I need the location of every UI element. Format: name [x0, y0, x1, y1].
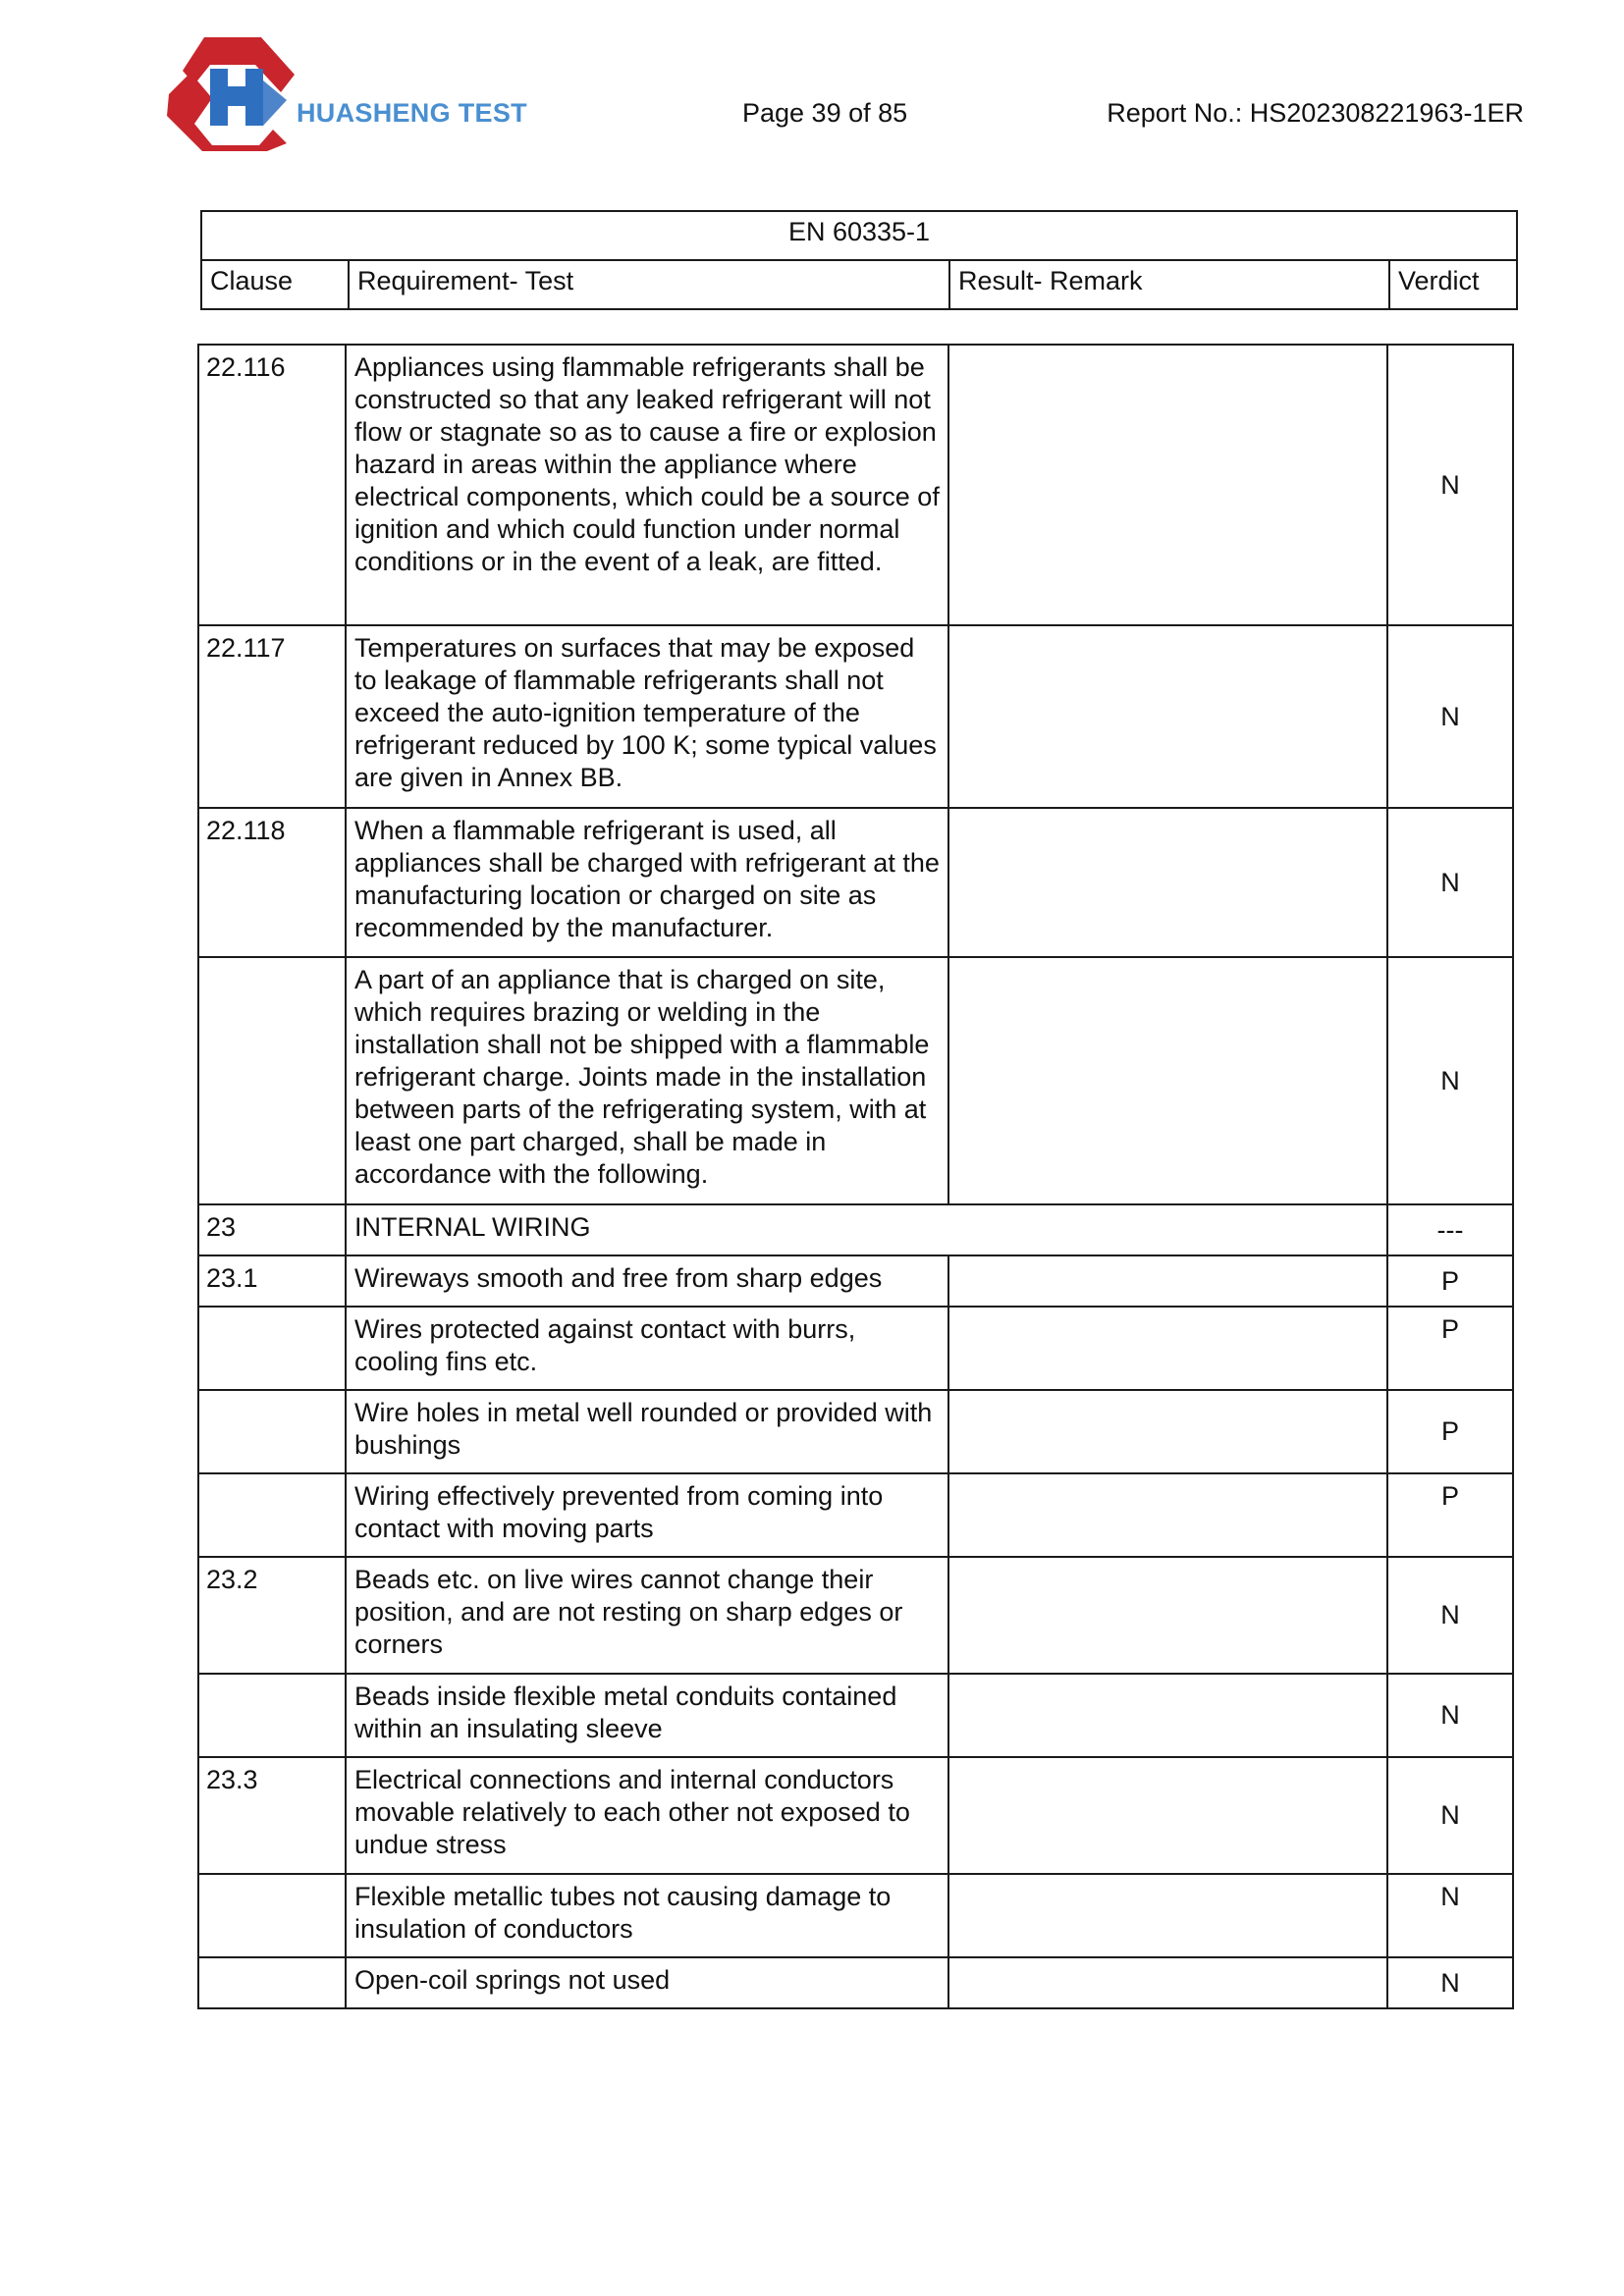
remark-cell [948, 1255, 1387, 1307]
requirement-cell: Beads etc. on live wires cannot change their position, and are not resting on sharp edges or corners [346, 1557, 948, 1674]
verdict-cell: P [1387, 1390, 1513, 1473]
requirements-table [197, 344, 1514, 2009]
remark-cell [948, 1957, 1387, 2008]
remark-cell [948, 625, 1387, 808]
requirement-cell: Temperatures on surfaces that may be exposed to leakage of flammable refrigerants shall not exceed the auto-ignition temperature of the refrigerant reduced by 100 K; some typical values are given in Annex BB. [346, 625, 948, 808]
column-header-clause: Clause [201, 260, 349, 309]
table-row [198, 1957, 1513, 2008]
verdict-cell: N [1387, 625, 1513, 808]
table-row [198, 1255, 1513, 1307]
remark-cell [948, 1557, 1387, 1674]
requirement-cell: Wires protected against contact with burrs, cooling fins etc. [346, 1307, 948, 1390]
remark-cell [948, 1307, 1387, 1390]
page-header [0, 0, 1624, 167]
verdict-cell: P [1387, 1473, 1513, 1557]
table-header [200, 210, 1518, 310]
table-row [198, 1390, 1513, 1473]
column-header-verdict: Verdict [1389, 260, 1517, 309]
remark-cell [948, 1674, 1387, 1757]
requirement-cell: When a flammable refrigerant is used, all appliances shall be charged with refrigerant at the manufacturing location or charged on site as recommended by the manufacturer. [346, 808, 948, 957]
clause-cell: 22.117 [198, 625, 346, 808]
remark-cell [948, 957, 1387, 1204]
clause-cell [198, 1874, 346, 1957]
table-row [198, 1557, 1513, 1674]
clause-cell [198, 1674, 346, 1757]
requirement-cell: Wiring effectively prevented from coming into contact with moving parts [346, 1473, 948, 1557]
requirement-cell: Beads inside flexible metal conduits contained within an insulating sleeve [346, 1674, 948, 1757]
table-row [198, 1674, 1513, 1757]
clause-cell [198, 1473, 346, 1557]
remark-cell [948, 1757, 1387, 1874]
clause-cell: 22.118 [198, 808, 346, 957]
requirement-cell: Wireways smooth and free from sharp edges [346, 1255, 948, 1307]
remark-cell [948, 345, 1387, 625]
remark-cell [948, 1390, 1387, 1473]
remark-cell [948, 1874, 1387, 1957]
requirement-cell: Electrical connections and internal conductors movable relatively to each other not exposed to undue stress [346, 1757, 948, 1874]
verdict-cell: N [1387, 957, 1513, 1204]
clause-cell [198, 957, 346, 1204]
clause-cell: 23.3 [198, 1757, 346, 1874]
verdict-cell: P [1387, 1255, 1513, 1307]
clause-cell [198, 1957, 346, 2008]
requirement-cell: Open-coil springs not used [346, 1957, 948, 2008]
remark-cell [948, 808, 1387, 957]
table-row [198, 1307, 1513, 1390]
verdict-cell: N [1387, 1674, 1513, 1757]
clause-cell [198, 1390, 346, 1473]
report-number: Report No.: HS202308221963-1ER [1107, 98, 1524, 128]
standard-title: EN 60335-1 [201, 211, 1517, 260]
verdict-cell: --- [1387, 1204, 1513, 1255]
clause-cell: 23.2 [198, 1557, 346, 1674]
clause-cell: 23 [198, 1204, 346, 1255]
section-row [198, 1204, 1513, 1255]
table-row [198, 1473, 1513, 1557]
clause-cell: 22.116 [198, 345, 346, 625]
verdict-cell: N [1387, 1557, 1513, 1674]
column-header-remark: Result- Remark [949, 260, 1389, 309]
requirement-cell: Wire holes in metal well rounded or provided with bushings [346, 1390, 948, 1473]
verdict-cell: N [1387, 1957, 1513, 2008]
requirement-cell: Flexible metallic tubes not causing damage to insulation of conductors [346, 1874, 948, 1957]
section-title-cell: INTERNAL WIRING [346, 1204, 1387, 1255]
verdict-cell: N [1387, 1757, 1513, 1874]
column-header-requirement: Requirement- Test [349, 260, 949, 309]
table-row [198, 808, 1513, 957]
verdict-cell: N [1387, 808, 1513, 957]
table-row [198, 345, 1513, 625]
brand-name: HUASHENG TEST [297, 98, 527, 128]
table-row [198, 957, 1513, 1204]
table-row [198, 1874, 1513, 1957]
requirement-cell: Appliances using flammable refrigerants shall be constructed so that any leaked refrigerant will not flow or stagnate so as to cause a fire or explosion hazard in areas within the appliance where electrical components, which could be a source of ignition and which could function under normal conditions or in the event of a leak, are fitted. [346, 345, 948, 625]
verdict-cell: N [1387, 345, 1513, 625]
verdict-cell: N [1387, 1874, 1513, 1957]
huasheng-logo-icon [165, 35, 298, 151]
remark-cell [948, 1473, 1387, 1557]
clause-cell [198, 1307, 346, 1390]
page-number: Page 39 of 85 [742, 98, 908, 128]
verdict-cell: P [1387, 1307, 1513, 1390]
clause-cell: 23.1 [198, 1255, 346, 1307]
requirement-cell: A part of an appliance that is charged on site, which requires brazing or welding in the installation shall not be shipped with a flammable refrigerant charge. Joints made in the installation between parts of the refrigerating system, with at least one part charged, shall be made in accordance with the following. [346, 957, 948, 1204]
table-row [198, 1757, 1513, 1874]
table-row [198, 625, 1513, 808]
